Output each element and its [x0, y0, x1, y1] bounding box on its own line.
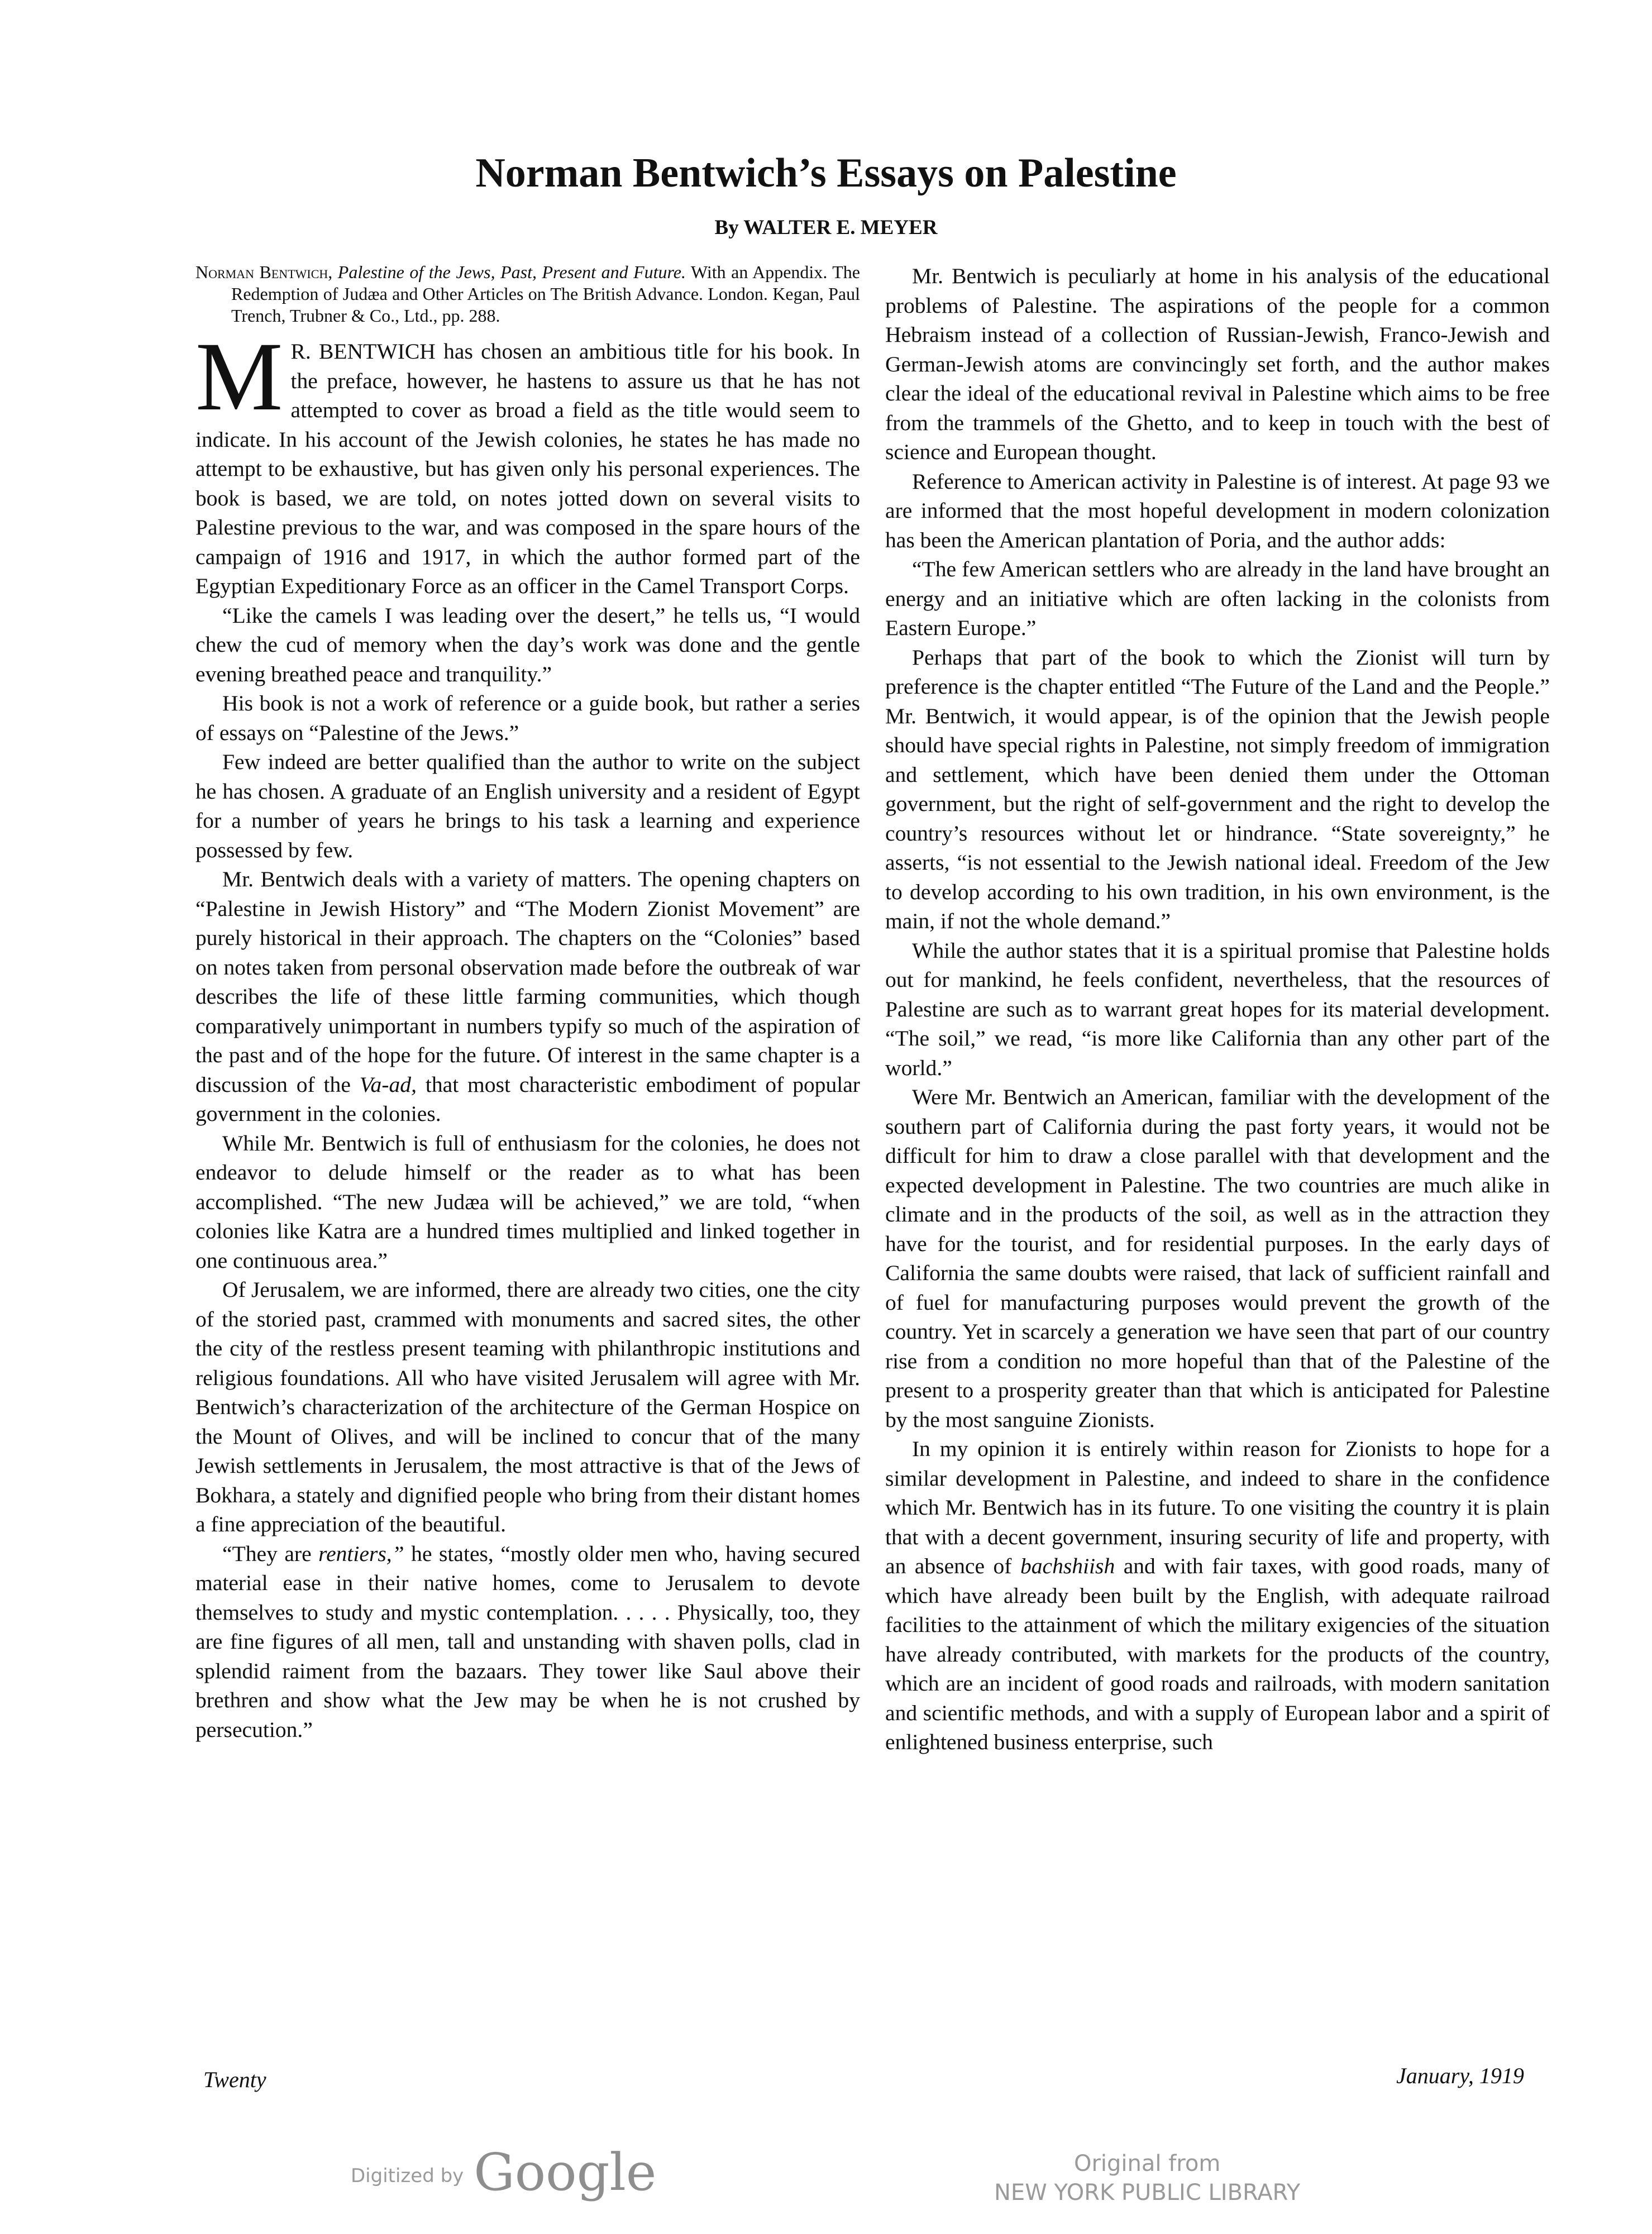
left-column — [195, 261, 860, 1744]
paragraph: Perhaps that part of the book to which the Zionist will turn by preference is the chapter entitled “The Future of the Land and the People.” Mr. Bentwich, it would appear, is of the opinion that the Jewish people should have special rights in Palestine, not simply freedom of immigration and settlement, which have been denied them under the Ottoman government, but the right of self-government and the right to develop the country’s resources without let or hindrance. “State sovereignty,” he asserts, “is not essential to the Jewish national ideal. Freedom of the Jew to develop according to his own tradition, in his own environment, is the main, if not the whole demand.” — [885, 645, 1550, 933]
issue-date: January, 1919 — [1396, 2063, 1524, 2088]
paragraph: His book is not a work of reference or a guide book, but rather a series of essays on “Palestine of the Jews.” — [195, 691, 860, 745]
paragraph: Mr. Bentwich is peculiarly at home in his analysis of the educational problems of Palestine. The aspirations of the people for a common Hebraism instead of a collection of Russian-Jewish, Franco-Jewish and German-Jewish atoms are convincingly set forth, and the author makes clear the ideal of the educational revival in Palestine which aims to be free from the trammels of the Ghetto, and to keep in touch with the best of science and European thought. — [885, 264, 1550, 464]
original-from-label: Original from — [1073, 2151, 1221, 2176]
paragraph — [195, 865, 860, 1129]
italic-term: rentiers,” — [318, 1541, 404, 1566]
paragraph-text: Mr. Bentwich deals with a variety of matters. The opening chapters on “Palestine in Jewish History” and “The Modern Zionist Movement” are purely historical in their approach. The chapters on the “Colonies” based on notes taken from personal observation made before the outbreak of war describes the life of these little farming communities, which though comparatively unimportant in numbers typify so much of the aspiration of the past and of the hope for the future. Of interest in the same chapter is a discussion of the — [195, 867, 860, 1097]
page-label: Twenty — [203, 2067, 266, 2092]
lead-paragraph — [195, 322, 860, 601]
paragraph — [885, 1434, 1550, 1757]
paragraph: Of Jerusalem, we are informed, there are already two cities, one the city of the storied past, crammed with monuments and sacred sites, the other the city of the restless present teaming with philanthropic institutions and religious foundations. All who have visited Jerusalem will agree with Mr. Bentwich’s characterization of the architecture of the German Hospice on the Mount of Olives, and will be inclined to concur that of the many Jewish settlements in Jerusalem, the most attractive is that of the Jews of Bokhara, a stately and dignified people who bring from their distant homes a fine appreciation of the beautiful. — [195, 1277, 860, 1536]
drop-cap: M — [195, 322, 283, 431]
bibliography-note: Norman Bentwich, Palestine of the Jews, Past, Present and Future. With an Appendix. The Redemption of Judæa and Other Articles on The British Advance. London. Kegan, Paul Trench, Trubner & Co., Ltd., pp. 288. — [195, 262, 861, 326]
paragraph: Were Mr. Bentwich an American, familiar with the development of the southern part of California during the past forty years, it would not be difficult for him to draw a close parallel with that development and the expected development in Palestine. The two countries are much alike in climate and in the products of the soil, as well as in the attraction they have for the tourist, and for residential purposes. In the early days of California the same doubts were raised, that lack of sufficient rainfall and of fuel for manufacturing purposes would prevent the growth of the country. Yet in scarcely a generation we have seen that part of our country rise from a condition no more hopeful than that of the Palestine of the present to a prosperity greater than that which is anticipated for Palestine by the most sanguine Zionists. — [885, 1085, 1550, 1432]
bibliography-author: Norman Bentwich — [195, 262, 328, 282]
digitized-by-label: Digitized by — [351, 2165, 464, 2187]
paragraph: While the author states that it is a spiritual promise that Palestine holds out for mankind, he feels confident, nevertheless, that the resources of Palestine are such as to warrant great hopes for its material development. “The soil,” we read, “is more like California than any other part of the world.” — [885, 938, 1550, 1080]
paragraph: “The few American settlers who are already in the land have brought an energy and an initiative which are often lacking in the colonists from Eastern Europe.” — [885, 557, 1550, 640]
paragraph: Few indeed are better qualified than the author to write on the subject he has chosen. A graduate of an English university and a resident of Egypt for a number of years he brings to his task a learning and experience possessed by few. — [195, 750, 860, 862]
paragraph-text: that most characteristic embodiment of popular government in the colonies. — [195, 1072, 860, 1126]
google-logo: Google — [474, 2142, 657, 2202]
paragraph-text: he states, “mostly older men who, having secured material ease in their native homes, come to Jerusalem to devote themselves to study and mystic contemplation. . . . . Physically, too, they are fine figures of all men, tall and unstanding with shaven polls, clad in splendid raiment from the bazaars. They tower like Saul above their brethren and show what the Jew may be when he is not crushed by persecution.” — [195, 1541, 860, 1742]
paragraph: Reference to American activity in Palestine is of interest. At page 93 we are informed that the most hopeful development in modern colonization has been the American plantation of Poria, and the author adds: — [885, 469, 1550, 552]
paragraph: “Like the camels I was leading over the desert,” he tells us, “I would chew the cud of memory when the day’s work was done and the gentle evening breathed peace and tranquility.” — [195, 603, 860, 686]
italic-term: Va-ad, — [359, 1072, 417, 1097]
paragraph: While Mr. Bentwich is full of enthusiasm for the colonies, he does not endeavor to delude himself or the reader as to what has been accomplished. “The new Judæa will be achieved,” we are told, “when colonies like Katra are a hundred times multiplied and linked together in one continuous area.” — [195, 1130, 860, 1273]
article-title: Norman Bentwich’s Essays on Palestine — [475, 150, 1177, 196]
paragraph-text: “They are — [222, 1541, 312, 1566]
right-column — [885, 261, 1550, 1757]
article-byline: By WALTER E. MEYER — [714, 216, 938, 239]
lead-text: R. BENTWICH has chosen an ambitious title for his book. In the preface, however, he hastens to assure us that he has not attempted to cover as broad a field as the title would seem to indicate. In his account of the Jewish colonies, he states he has made no attempt to be exhaustive, but has given only his personal experiences. The book is based, we are told, on notes jotted down on several visits to Palestine previous to the war, and was composed in the spare hours of the campaign of 1916 and 1917, in which the author formed part of the Egyptian Expeditionary Force as an officer in the Camel Transport Corps. — [195, 339, 860, 598]
original-source — [994, 2149, 1300, 2207]
library-name: NEW YORK PUBLIC LIBRARY — [994, 2180, 1301, 2206]
italic-term: bachshiish — [1020, 1554, 1115, 1578]
digitized-watermark — [351, 2142, 657, 2202]
paragraph-text: and with fair taxes, with good roads, many of which have already been built by the English, with adequate railroad facilities to the attainment of which the military exigencies of the situation have already contributed, with markets for the products of the country, which are an incident of good roads and railroads, with modern sanitation and scientific methods, and with a supply of European labor and a spirit of enlightened business enterprise, such — [885, 1554, 1550, 1754]
paragraph-text: In my opinion it is entirely within reason for Zionists to hope for a similar development in Palestine, and indeed to share in the confidence which Mr. Bentwich has in its future. To one visiting the country it is plain that with a decent government, insuring security of life and property, with an absence of — [885, 1436, 1550, 1578]
bibliography-details: With an Appendix. The Redemption of Judæa and Other Articles on The British Advance. London. Kegan, Paul Trench, Trubner & Co., Ltd., pp. 288. — [231, 262, 861, 326]
bibliography-work: Palestine of the Jews, Past, Present and Future. — [337, 262, 686, 282]
paragraph — [195, 1539, 860, 1745]
